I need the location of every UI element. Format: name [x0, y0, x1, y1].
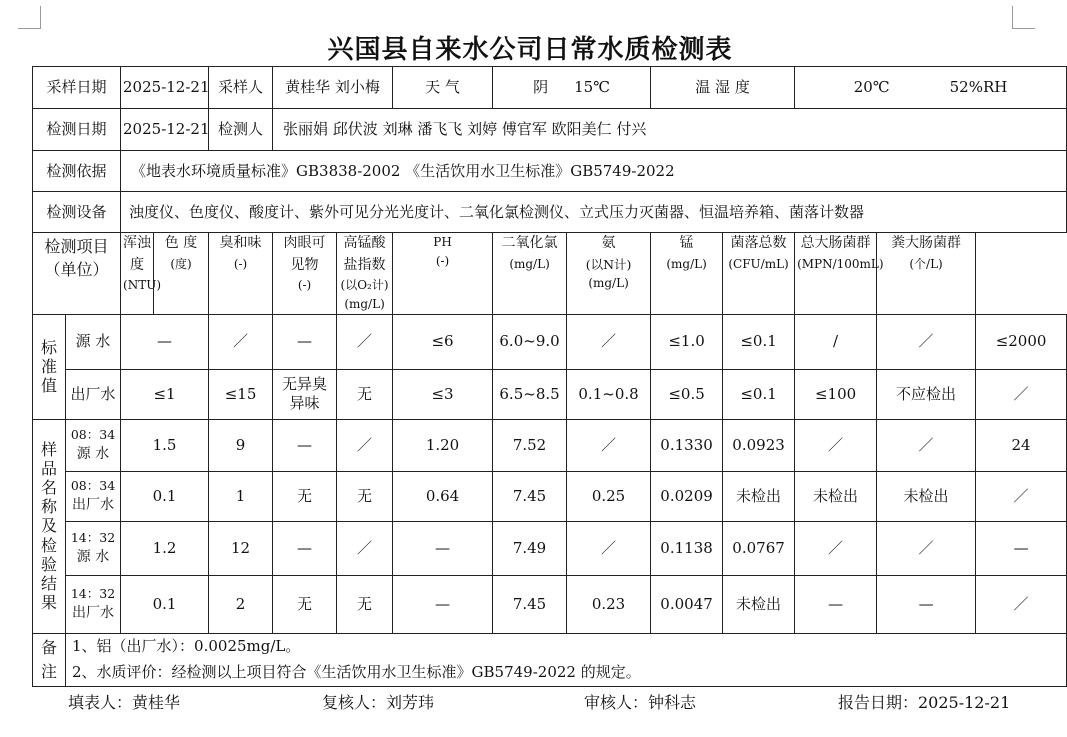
table-cell: ／: [877, 419, 976, 471]
table-cell: 6.5~8.5: [493, 369, 567, 419]
table-cell: 7.49: [493, 521, 567, 575]
table-cell: 不应检出: [877, 369, 976, 419]
table-cell: ／: [976, 575, 1067, 633]
col-header-chlorine-dioxide: 二氧化氯 (mg/L): [493, 233, 567, 315]
filler-signature: 填表人：黄桂华: [68, 693, 181, 712]
table-cell: —: [121, 314, 209, 369]
note-line: 1、铝（出厂水）：0.0025mg/L。: [72, 637, 301, 656]
table-cell: 0.25: [567, 471, 651, 521]
result-row: [33, 471, 1067, 521]
basis-value: 《地表水环境质量标准》GB3838-2002 《生活饮用水卫生标准》GB5749-2022: [121, 151, 1067, 192]
table-cell: 0.23: [567, 575, 651, 633]
col-header-manganese: 锰 (mg/L): [651, 233, 723, 315]
result-row: [33, 575, 1067, 633]
table-cell: ／: [877, 314, 976, 369]
standard-row-label: 源 水: [66, 314, 121, 369]
col-header-turbidity: 浑浊度 (NTU): [121, 233, 154, 315]
table-cell: ≤6: [393, 314, 493, 369]
test-date-value: 2025-12-21: [121, 109, 209, 151]
table-cell: 未检出: [795, 471, 877, 521]
table-cell: 0.0923: [723, 419, 795, 471]
table-cell: —: [273, 314, 337, 369]
table-cell: 未检出: [723, 575, 795, 633]
table-cell: 1.2: [121, 521, 209, 575]
notes-label: 备注: [33, 633, 66, 686]
table-cell: 24: [976, 419, 1067, 471]
table-cell: ≤1: [121, 369, 209, 419]
equipment-label: 检测设备: [33, 192, 121, 233]
result-row: [33, 521, 1067, 575]
table-cell: —: [393, 521, 493, 575]
table-cell: ≤100: [795, 369, 877, 419]
table-cell: 无: [337, 575, 393, 633]
table-cell: 未检出: [877, 471, 976, 521]
table-cell: ／: [567, 314, 651, 369]
notes-content: [66, 633, 1067, 686]
item-header: 检测项目 （单位）: [33, 233, 121, 315]
sampler-label: 采样人: [209, 67, 273, 109]
table-cell: —: [877, 575, 976, 633]
col-header-odor: 臭和味 (-): [209, 233, 273, 315]
crop-mark-top-left: [18, 6, 41, 29]
table-cell: —: [273, 419, 337, 471]
table-cell: 9: [209, 419, 273, 471]
table-cell: 1.5: [121, 419, 209, 471]
table-cell: —: [393, 575, 493, 633]
note-line: 2、水质评价：经检测以上项目符合《生活饮用水卫生标准》GB5749-2022 的规定。: [72, 662, 641, 681]
reviewer-signature: 复核人：刘芳玮: [322, 693, 435, 712]
table-cell: ／: [877, 521, 976, 575]
table-cell: ≤15: [209, 369, 273, 419]
table-cell: —: [273, 521, 337, 575]
table-cell: ／: [209, 314, 273, 369]
table-cell: 无异臭异味: [273, 369, 337, 419]
table-cell: 无: [273, 575, 337, 633]
table-cell: ≤0.1: [723, 369, 795, 419]
table-cell: ≤0.1: [723, 314, 795, 369]
table-cell: 6.0~9.0: [493, 314, 567, 369]
crop-mark-top-right: [1012, 6, 1035, 29]
table-cell: 未检出: [723, 471, 795, 521]
table-cell: 2: [209, 575, 273, 633]
col-header-ammonia: 氨 (以N计) (mg/L): [567, 233, 651, 315]
col-header-colony-count: 菌落总数 (CFU/mL): [723, 233, 795, 315]
standard-row-source: [33, 314, 1067, 369]
equipment-value: 浊度仪、色度仪、酸度计、紫外可见分光光度计、二氧化氯检测仪、立式压力灭菌器、恒温培养箱、菌落计数器: [121, 192, 1067, 233]
table-cell: 无: [337, 369, 393, 419]
standard-row-label: 出厂水: [66, 369, 121, 419]
table-cell: 0.64: [393, 471, 493, 521]
table-cell: ／: [337, 419, 393, 471]
result-row: [33, 419, 1067, 471]
table-cell: ／: [795, 521, 877, 575]
table-cell: ≤2000: [976, 314, 1067, 369]
standard-group-label: 标准值: [33, 314, 66, 419]
table-cell: ／: [795, 419, 877, 471]
col-header-visible: 肉眼可 见物 (-): [273, 233, 337, 315]
col-header-fecal-coliform: 粪大肠菌群 (个/L): [877, 233, 976, 315]
table-cell: ／: [337, 314, 393, 369]
basis-label: 检测依据: [33, 151, 121, 192]
results-group-label: 样品名称及检验结果: [33, 419, 66, 633]
table-cell: ／: [976, 369, 1067, 419]
table-cell: 0.0209: [651, 471, 723, 521]
table-cell: 0.1138: [651, 521, 723, 575]
test-date-label: 检测日期: [33, 109, 121, 151]
table-cell: ／: [976, 471, 1067, 521]
table-cell: —: [795, 575, 877, 633]
table-cell: 0.0767: [723, 521, 795, 575]
table-cell: ≤3: [393, 369, 493, 419]
table-cell: /: [795, 314, 877, 369]
table-cell: ／: [567, 521, 651, 575]
page-title: 兴国县自来水公司日常水质检测表: [327, 35, 733, 65]
result-row-label: 08：34 出厂水: [66, 471, 121, 521]
result-row-label: 14：32 出厂水: [66, 575, 121, 633]
standard-row-outlet: [33, 369, 1067, 419]
temp-humidity-label: 温 湿 度: [651, 67, 795, 109]
col-header-ph: PH (-): [393, 233, 493, 315]
table-cell: 0.0047: [651, 575, 723, 633]
table-cell: 7.45: [493, 575, 567, 633]
weather-value: 阴 15℃: [493, 67, 651, 109]
result-row-label: 08：34 源 水: [66, 419, 121, 471]
table-cell: 0.1330: [651, 419, 723, 471]
sample-date-label: 采样日期: [33, 67, 121, 109]
auditor-signature: 审核人：钟科志: [584, 693, 697, 712]
col-header-total-coliform: 总大肠菌群 (MPN/100mL): [795, 233, 877, 315]
water-quality-table: [32, 66, 1067, 687]
report-date: 报告日期：2025-12-21: [838, 693, 1011, 712]
weather-label: 天 气: [393, 67, 493, 109]
result-row-label: 14：32 源 水: [66, 521, 121, 575]
col-header-permanganate: 高锰酸盐指数 (以O₂计) (mg/L): [337, 233, 393, 315]
table-cell: 0.1~0.8: [567, 369, 651, 419]
table-cell: 无: [337, 471, 393, 521]
table-cell: 1: [209, 471, 273, 521]
table-cell: ／: [337, 521, 393, 575]
table-cell: 7.52: [493, 419, 567, 471]
tester-label: 检测人: [209, 109, 273, 151]
table-cell: 12: [209, 521, 273, 575]
table-cell: 0.1: [121, 471, 209, 521]
temp-humidity-value: 20℃ 52%RH: [795, 67, 1067, 109]
col-header-color: 色 度 (度): [154, 233, 209, 315]
table-cell: 1.20: [393, 419, 493, 471]
table-cell: 0.1: [121, 575, 209, 633]
sampler-value: 黄桂华 刘小梅: [273, 67, 393, 109]
table-cell: ≤1.0: [651, 314, 723, 369]
table-cell: —: [976, 521, 1067, 575]
tester-value: 张丽娟 邱伏波 刘琳 潘飞飞 刘婷 傅官军 欧阳美仁 付兴: [273, 109, 1067, 151]
table-cell: 无: [273, 471, 337, 521]
table-cell: ／: [567, 419, 651, 471]
table-cell: 7.45: [493, 471, 567, 521]
sample-date-value: 2025-12-21: [121, 67, 209, 109]
table-cell: ≤0.5: [651, 369, 723, 419]
